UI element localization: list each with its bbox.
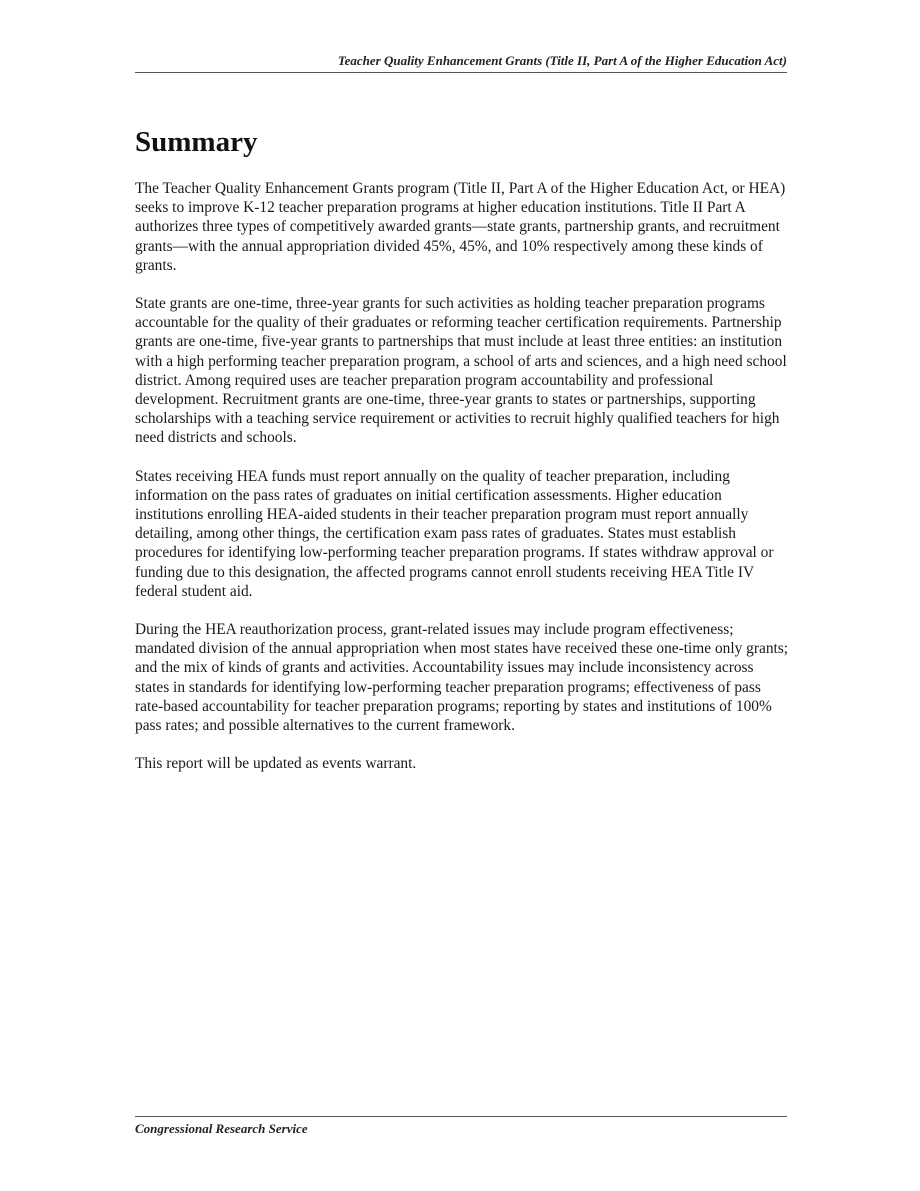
paragraph-reauthorization-issues: During the HEA reauthorization process, grant-related issues may include program effectiveness; mandated division of the annual appropriation when most states have received these one-time only grants; and the mix of kinds of grants and activities. Accountability issues may include inconsistency across states in standards for identifying low-performing teacher preparation programs; effectiveness of pass rate-based accountability for teacher preparation programs; reporting by states and institutions of 100% pass rates; and possible alternatives to the current framework. [135,621,789,735]
paragraph-update-note: This report will be updated as events warrant. [135,755,417,773]
running-footer: Congressional Research Service [135,1121,308,1136]
paragraph-program-overview: The Teacher Quality Enhancement Grants program (Title II, Part A of the Higher Education Act, or HEA) seeks to improve K-12 teacher preparation programs at higher education institutions. Title II Part A authorizes three types of competitively awarded grants—state grants, partnership grants, and recruitment grants—with the annual appropriation divided 45%, 45%, and 10% respectively among these kinds of grants. [135,180,786,274]
header-divider [135,72,787,73]
paragraph-grant-types: State grants are one-time, three-year grants for such activities as holding teacher preparation programs accountable for the quality of their graduates or reforming teacher certification requirements. Partnership grants are one-time, five-year grants to partnerships that must include at least three entities: an institution with a high performing teacher preparation program, a school of arts and sciences, and a high need school district. Among required uses are teacher preparation program accountability and professional development. Recruitment grants are one-time, three-year grants to states or partnerships, supporting scholarships with a teaching service requirement or activities to recruit highly qualified teachers for high need districts and schools. [135,295,787,447]
footer-divider [135,1116,787,1117]
paragraph-reporting: States receiving HEA funds must report annually on the quality of teacher preparation, including information on the pass rates of graduates on initial certification assessments. Higher education institutions enrolling HEA-aided students in their teacher preparation program must report annually detailing, among other things, the certification exam pass rates of graduates. States must establish procedures for identifying low-performing teacher preparation programs. If states withdraw approval or funding due to this designation, the affected programs cannot enroll students receiving HEA Title IV federal student aid. [135,467,774,600]
running-header: Teacher Quality Enhancement Grants (Title II, Part A of the Higher Education Act) [337,53,787,68]
page-title: Summary [135,126,258,158]
summary-body [135,179,790,792]
